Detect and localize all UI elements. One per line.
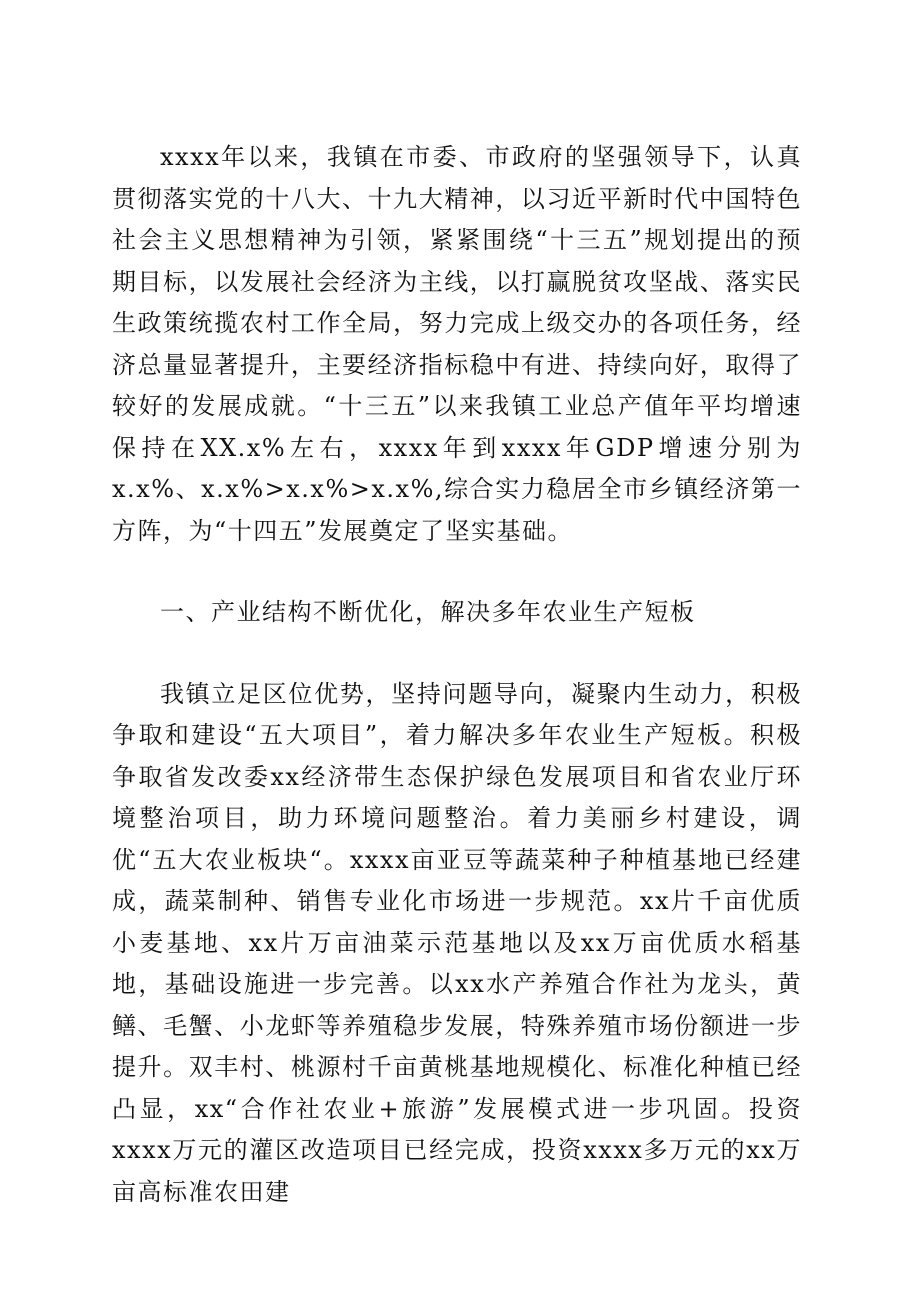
document-body xyxy=(112,137,802,1213)
section-heading: 一、产业结构不断优化，解决多年农业生产短板 xyxy=(160,598,696,626)
intro-paragraph: xxxx年以来，我镇在市委、市政府的坚强领导下，认真贯彻落实党的十八大、十九大精神，以习近平新时代中国特色社会主义思想精神为引领，紧紧围绕“十三五”规划提出的预期目标，以发展社会经济为主线，以打赢脱贫攻坚战、落实民生政策统揽农村工作全局，努力完成上级交办的各项任务，经济总量显著提升，主要经济指标稳中有进、持续向好，取得了较好的发展成就。“十三五”以来我镇工业总产值年平均增速保持在XX.x%左右，xxxx年到xxxx年GDP增速分别为x.x%、x.x%>x.x%>x.x%,综合实力稳居全市乡镇经济第一方阵，为“十四五”发展奠定了坚实基础。 xyxy=(112,143,802,545)
section-body-paragraph: 我镇立足区位优势，坚持问题导向，凝聚内生动力，积极争取和建设“五大项目”，着力解决多年农业生产短板。积极争取省发改委xx经济带生态保护绿色发展项目和省农业厅环境整治项目，助力环境问题整治。着力美丽乡村建设，调优“五大农业板块“。xxxx亩亚豆等蔬菜种子种植基地已经建成，蔬菜制种、销售专业化市场进一步规范。xx片千亩优质小麦基地、xx片万亩油菜示范基地以及xx万亩优质水稻基地，基础设施进一步完善。以xx水产养殖合作社为龙头，黄鳝、毛蟹、小龙虾等养殖稳步发展，特殊养殖市场份额进一步提升。双丰村、桃源村千亩黄桃基地规模化、标准化种植已经凸显，xx“合作社农业+旅游”发展模式进一步巩固。投资xxxx万元的灌区改造项目已经完成，投资xxxx多万元的xx万亩高标准农田建 xyxy=(112,679,802,1206)
